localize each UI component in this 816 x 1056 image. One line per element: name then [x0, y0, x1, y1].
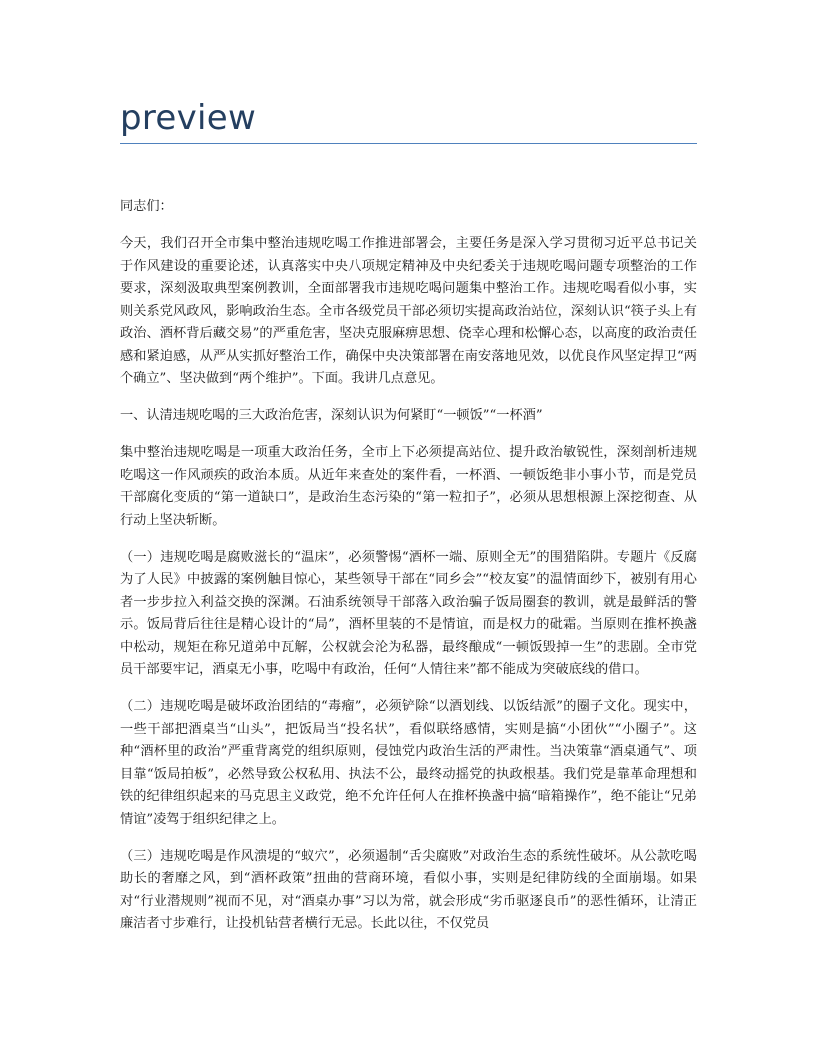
section-heading: 一、认清违规吃喝的三大政治危害，深刻认识为何紧盯“一顿饭”“一杯酒” — [120, 408, 543, 423]
body-paragraph: （一）违规吃喝是腐败滋长的“温床”，必须警惕“酒杯一端、原则全无”的围猎陷阱。专题片《反腐为了人民》中披露的案例触目惊心，某些领导干部在“同乡会”“校友宴”的温情面纱下，被别有用心者一步步拉入利益交换的深渊。石油系统领导干部落入政治骗子饭局圈套的教训，就是最鲜活的警示。饭局背后往往是精心设计的“局”，酒杯里装的不是情谊，而是权力的砒霜。当原则在推杯换盏中松动，规矩在称兄道弟中瓦解，公权就会沦为私器，最终酿成“一顿饭毁掉一生”的悲剧。全市党员干部要牢记，酒桌无小事，吃喝中有政治，任何“人情往来”都不能成为突破底线的借口。 — [120, 549, 697, 677]
body-paragraph: （三）违规吃喝是作风溃堤的“蚁穴”，必须遏制“舌尖腐败”对政治生态的系统性破坏。从公款吃喝助长的奢靡之风，到“酒杯政策”扭曲的营商环境，看似小事，实则是纪律防线的全面崩塌。如果对“行业潜规则”视而不见，对“酒桌办事”习以为常，就会形成“劣币驱逐良币”的恶性循环，让清正廉洁者寸步难行，让投机钻营者横行无忌。长此以往，不仅党员 — [120, 848, 697, 931]
document-title: preview — [120, 98, 257, 138]
body-paragraph: 集中整治违规吃喝是一项重大政治任务，全市上下必须提高站位、提升政治敏锐性，深刻剖析违规吃喝这一作风顽疾的政治本质。从近年来查处的案件看，一杯酒、一顿饭绝非小事小节，而是党员干部腐化变质的“第一道缺口”，是政治生态污染的“第一粒扣子”，必须从思想根源上深挖彻查、从行动上坚决斩断。 — [120, 445, 697, 528]
salutation: 同志们： — [120, 199, 173, 214]
body-paragraph: （二）违规吃喝是破坏政治团结的“毒瘤”，必须铲除“以酒划线、以饭结派”的圈子文化。现实中，一些干部把酒桌当“山头”，把饭局当“投名状”，看似联络感情，实则是搞“小团伙”“小圈子”。这种“酒杯里的政治”严重背离党的组织原则，侵蚀党内政治生活的严肃性。当决策靠“酒桌通气”、项目靠“饭局拍板”，必然导致公权私用、执法不公，最终动摇党的执政根基。我们党是靠革命理想和铁的纪律组织起来的马克思主义政党，绝不允许任何人在推杯换盏中搞“暗箱操作”，绝不能让“兄弟情谊”凌驾于组织纪律之上。 — [120, 699, 697, 827]
title-underline — [120, 143, 697, 144]
document-body — [120, 196, 697, 950]
body-paragraph: 今天，我们召开全市集中整治违规吃喝工作推进部署会，主要任务是深入学习贯彻习近平总书记关于作风建设的重要论述，认真落实中央八项规定精神及中央纪委关于违规吃喝问题专项整治的工作要求，深刻汲取典型案例教训，全面部署我市违规吃喝问题集中整治工作。违规吃喝看似小事，实则关系党风政风，影响政治生态。全市各级党员干部必须切实提高政治站位，深刻认识“筷子头上有政治、酒杯背后藏交易”的严重危害，坚决克服麻痹思想、侥幸心理和松懈心态，以高度的政治责任感和紧迫感，从严从实抓好整治工作，确保中央决策部署在南安落地见效，以优良作风坚定捍卫“两个确立”、坚决做到“两个维护”。下面。我讲几点意见。 — [120, 236, 697, 386]
